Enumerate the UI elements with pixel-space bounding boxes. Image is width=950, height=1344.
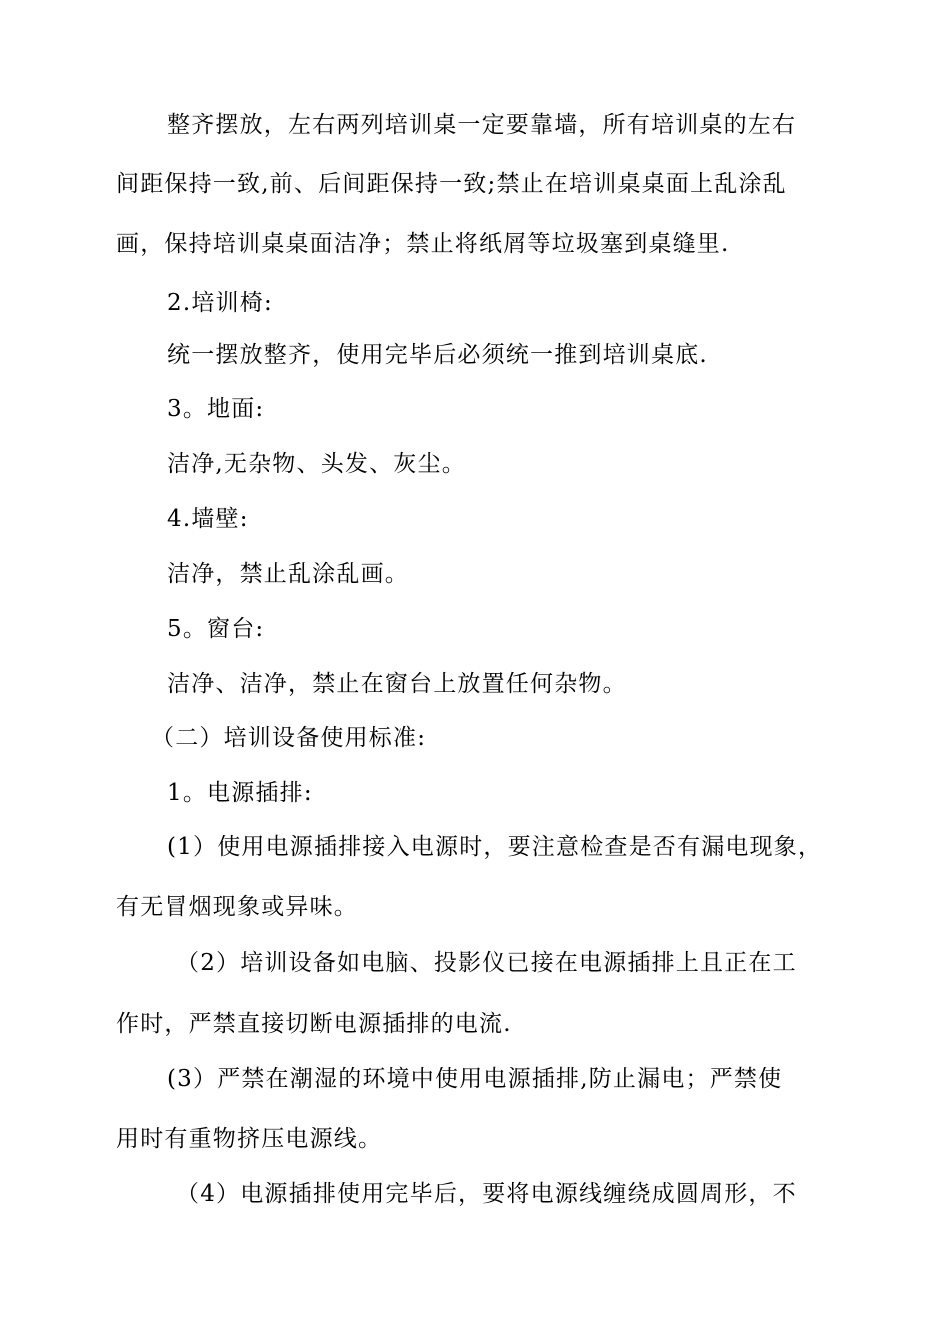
paragraph-line: 整齐摆放，左右两列培训桌一定要靠墙，所有培训桌的左右 [167, 112, 797, 138]
paragraph-line: 洁净，禁止乱涂乱画。 [167, 561, 409, 587]
paragraph-line: （4）电源插排使用完毕后，要将电源线缠绕成圆周形，不 [176, 1181, 797, 1207]
paragraph-line: 洁净、洁净，禁止在窗台上放置任何杂物。 [167, 671, 627, 697]
item-heading-chair: 2.培训椅: [167, 290, 273, 316]
section-heading: （二）培训设备使用标准: [151, 725, 427, 751]
paragraph-line: 洁净,无杂物、头发、灰尘。 [167, 451, 466, 477]
paragraph-line: (3）严禁在潮湿的环境中使用电源插排,防止漏电；严禁使 [167, 1066, 783, 1092]
paragraph-line: (1）使用电源插排接入电源时，要注意检查是否有漏电现象， [167, 834, 823, 860]
item-heading-wall: 4.墙壁: [167, 506, 249, 532]
item-heading-windowsill: 5。窗台: [167, 616, 265, 642]
paragraph-line: 间距保持一致,前、后间距保持一致;禁止在培训桌桌面上乱涂乱 [116, 171, 787, 197]
paragraph-line: 作时，严禁直接切断电源插排的电流. [116, 1011, 512, 1037]
item-heading-power-strip: 1。电源插排: [167, 780, 313, 806]
paragraph-line: 有无冒烟现象或异味。 [116, 894, 358, 920]
paragraph-line: 画，保持培训桌桌面洁净；禁止将纸屑等垃圾塞到桌缝里. [116, 231, 730, 257]
item-heading-floor: 3。地面: [167, 396, 265, 422]
paragraph-line: 统一摆放整齐，使用完毕后必须统一推到培训桌底. [167, 342, 708, 368]
paragraph-line: （2）培训设备如电脑、投影仪已接在电源插排上且正在工 [176, 950, 797, 976]
paragraph-line: 用时有重物挤压电源线。 [116, 1126, 383, 1152]
